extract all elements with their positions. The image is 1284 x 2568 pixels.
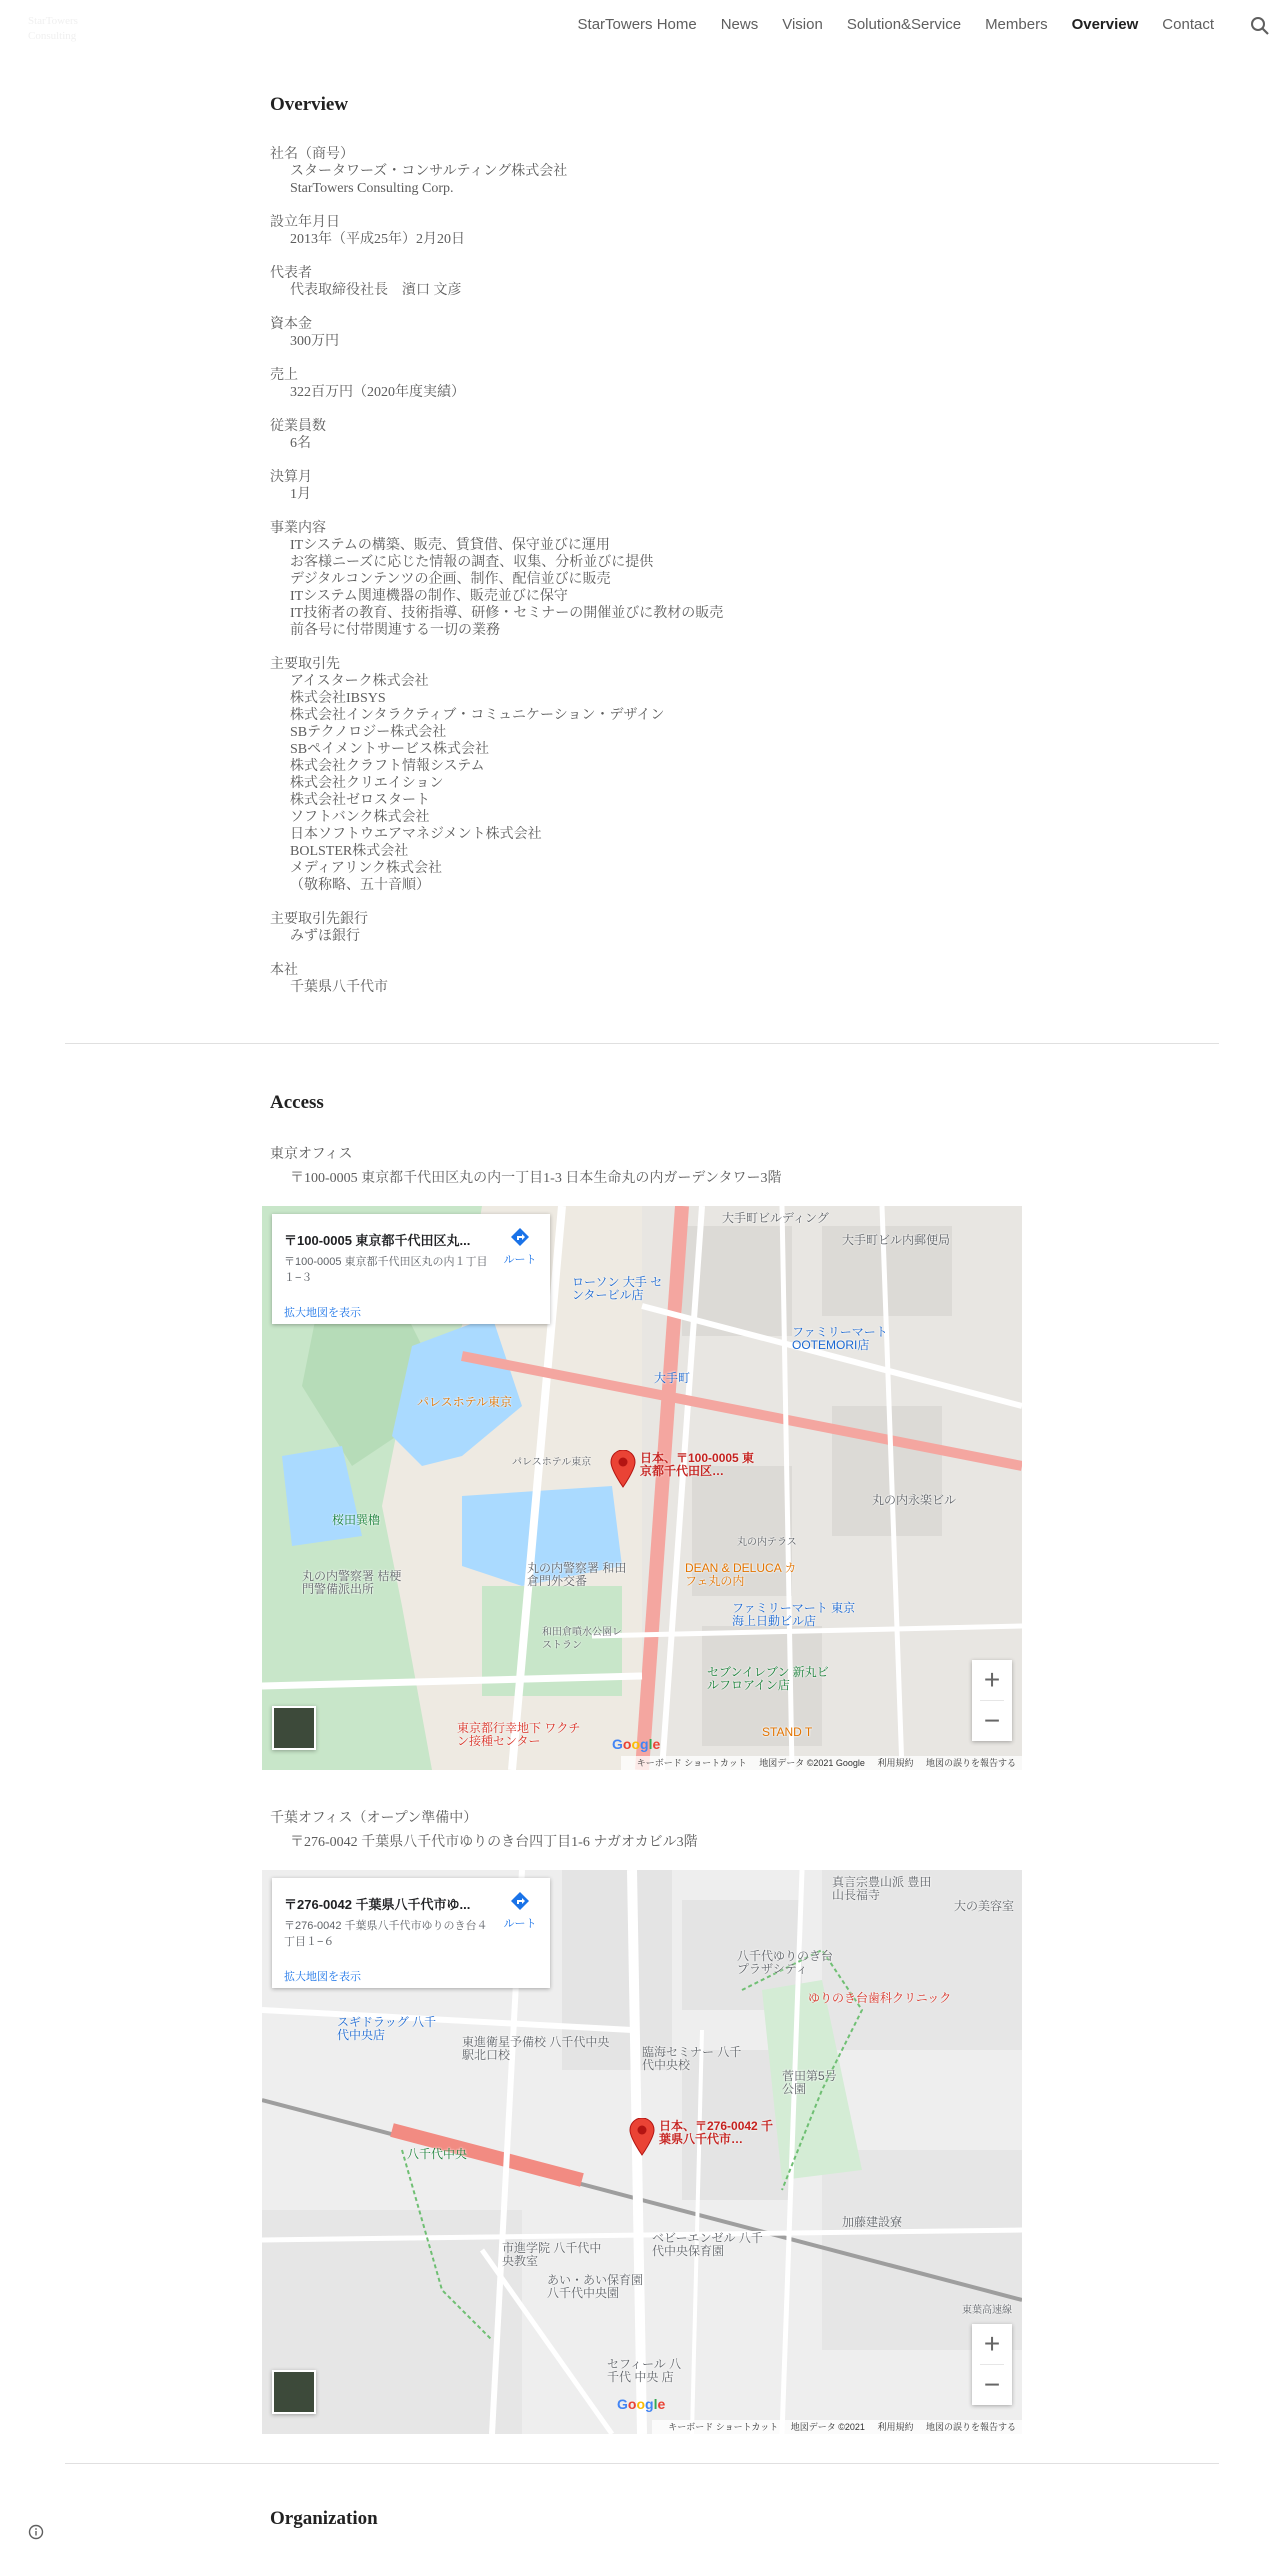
section-divider [65,1043,1219,1044]
map-attribution [621,1756,1022,1770]
overview-item-value: メディアリンク株式会社 [290,861,443,876]
map-label: STAND T [762,1725,813,1739]
overview-item-value: 千葉県八千代市 [290,980,388,995]
map-label: パレスホテル東京 [512,1457,592,1468]
map-label: 大手町ビルディング [722,1211,829,1225]
map-label: 真言宗豊山派 豊田山長福寺 [832,1875,932,1902]
map-label: 東京都行幸地下 ワクチン接種センター [457,1721,581,1748]
overview-item-value: 322百万円（2020年度実績） [290,385,465,400]
map-label: 和田倉噴水公園レストラン [542,1627,622,1651]
map-label: 丸の内テラス [737,1537,797,1548]
map-label: ベビーエンゼル 八千代中央保育園 [652,2231,763,2258]
overview-item [270,911,970,945]
directions-icon [509,1226,531,1248]
overview-item [270,367,970,401]
keyboard-shortcuts-link[interactable]: キーボード ショートカット [668,2422,779,2432]
overview-item [270,469,970,503]
overview-item-value: SBペイメントサービス株式会社 [290,742,489,757]
overview-title: Overview [270,94,349,115]
overview-item [270,962,970,996]
map-label: 桜田巽櫓 [332,1513,381,1527]
pin-label: 日本、〒276-0042 千葉県八千代市… [659,2119,774,2146]
chiba-office-label: 千葉オフィス（オープン準備中） [270,1811,478,1826]
map-card-title: 〒100-0005 東京都千代田区丸... [284,1233,471,1248]
map-label: DEAN & DELUCA カフェ丸の内 [685,1561,797,1588]
access-title: Access [270,1092,324,1113]
google-logo: Google [617,2396,666,2412]
map-label: セブンイレブン 新丸ビルフロアイン店 [707,1665,829,1692]
map-label: ファミリーマート OOTEMORI店 [792,1325,888,1352]
nav-item-vision[interactable]: Vision [782,16,823,33]
overview-item-label: 代表者 [270,266,312,281]
overview-item-value: 2013年（平成25年）2月20日 [290,232,465,247]
overview-item-value: 株式会社クラフト情報システム [290,759,485,774]
overview-item-value: StarTowers Consulting Corp. [290,181,454,196]
map-label: 丸の内警察署 桔梗門警備派出所 [302,1569,402,1596]
chiba-office-address: 〒276-0042 千葉県八千代市ゆりのき台四丁目1-6 ナガオカビル3階 [290,1835,698,1850]
map-label: 大手町ビル内郵便局 [842,1233,951,1247]
overview-item-value: 株式会社IBSYS [290,691,386,706]
pin-label: 日本、〒100-0005 東京都千代田区… [640,1451,755,1478]
map-label: ローソン 大手 センタービル店 [572,1275,663,1302]
zoom-in-button[interactable]: + [983,1664,1001,1695]
overview-list [270,146,970,1013]
zoom-controls [972,1660,1012,1741]
overview-item-value: ソフトバンク株式会社 [290,810,430,825]
map-label: 八千代中央 [407,2147,468,2161]
map-label: ファミリーマート 東京海上日動ビル店 [732,1601,856,1628]
overview-item-value: 6名 [290,436,311,451]
tokyo-office-address: 〒100-0005 東京都千代田区丸の内一丁目1-3 日本生命丸の内ガーデンタワー3階 [290,1171,782,1186]
overview-item [270,316,970,350]
overview-item-label: 決算月 [270,470,312,485]
chiba-map[interactable] [262,1870,1022,2434]
map-card-address: 〒100-0005 東京都千代田区丸の内１丁目１−３ [284,1256,488,1284]
nav-item-contact[interactable]: Contact [1162,16,1214,33]
info-icon[interactable] [28,2524,44,2540]
tokyo-office-label: 東京オフィス [270,1147,353,1162]
map-label: 大手町 [654,1371,691,1385]
map-card-address: 〒276-0042 千葉県八千代市ゆりのき台４丁目１−６ [284,1920,488,1948]
overview-item-value: 日本ソフトウエアマネジメント株式会社 [290,827,542,842]
google-logo: Google [612,1736,661,1752]
overview-item [270,214,970,248]
overview-item-value: 前各号に付帯関連する一切の業務 [290,623,500,638]
overview-item-value: 株式会社クリエイション [290,776,444,791]
overview-item-value: ITシステムの構築、販売、賃貸借、保守並びに運用 [290,538,610,553]
overview-item [270,418,970,452]
nav-item-members[interactable]: Members [985,16,1048,33]
map-label: 東葉高速線 [962,2305,1012,2316]
overview-item-label: 主要取引先銀行 [270,912,368,927]
overview-item-label: 売上 [270,368,298,383]
overview-item-label: 事業内容 [270,521,326,536]
overview-item-label: 本社 [270,963,298,978]
overview-item-label: 設立年月日 [270,215,340,230]
directions-icon [509,1890,531,1912]
location-pin-icon[interactable] [610,1450,636,1488]
overview-item-label: 社名（商号） [270,147,354,162]
overview-item-value: お客様ニーズに応じた情報の調査、収集、分析並びに提供 [290,555,654,570]
keyboard-shortcuts-link[interactable]: キーボード ショートカット [636,1758,747,1768]
site-logo[interactable]: StarTowers Consulting [28,15,78,42]
overview-item-value: 代表取締役社長 濱口 文彦 [290,283,462,298]
report-error-link[interactable]: 地図の誤りを報告する [925,2422,1016,2432]
terms-link[interactable]: 利用規約 [877,2422,914,2432]
route-button[interactable]: ルート [502,1226,538,1267]
map-label: 東進衛星予備校 八千代中央駅北口校 [462,2035,610,2062]
overview-item-value: IT技術者の教育、技術指導、研修・セミナーの開催並びに教材の販売 [290,606,724,621]
nav-item-home[interactable]: StarTowers Home [577,16,697,33]
overview-item [270,656,970,894]
overview-item-label: 従業員数 [270,419,326,434]
overview-item-value: デジタルコンテンツの企画、制作、配信並びに販売 [290,572,611,587]
report-error-link[interactable]: 地図の誤りを報告する [925,1758,1016,1768]
map-label: 八千代ゆりのき台 プラザシティ [737,1949,834,1976]
zoom-out-button[interactable]: − [983,2369,1001,2400]
overview-item-value: みずほ銀行 [290,929,360,944]
overview-item-value: BOLSTER株式会社 [290,844,409,859]
enlarge-map-link[interactable]: 拡大地図を表示 [284,1307,361,1319]
map-data-credit: 地図データ ©2021 Google [759,1758,865,1768]
map-label: 丸の内永楽ビル [872,1493,957,1507]
map-label: 加藤建設寮 [842,2215,903,2229]
map-label: 臨海セミナー 八千代中央校 [642,2045,742,2072]
zoom-in-button[interactable]: + [983,2328,1001,2359]
map-label: 丸の内警察署 和田倉門外交番 [527,1561,627,1588]
nav-item-news[interactable]: News [720,16,759,33]
nav-item-overview[interactable]: Overview [1071,16,1139,33]
location-pin-icon[interactable] [629,2118,655,2156]
overview-item-label: 主要取引先 [270,657,340,672]
map-label: 市進学院 八千代中央教室 [502,2241,602,2268]
map-data-credit: 地図データ ©2021 [790,2422,865,2432]
overview-item-label: 資本金 [270,317,312,332]
overview-item-value: スタータワーズ・コンサルティング株式会社 [290,164,568,179]
nav-item-solution-service[interactable]: Solution&Service [846,16,962,33]
satellite-toggle[interactable] [272,2370,316,2414]
route-button[interactable]: ルート [502,1890,538,1931]
organization-title: Organization [270,2508,378,2529]
overview-item-value: アイスターク株式会社 [290,674,429,689]
map-label: 大の美容室 [954,1899,1015,1913]
overview-item-value: 300万円 [290,334,339,349]
search-icon[interactable] [1248,14,1272,38]
map-label: スギドラッグ 八千代中央店 [337,2015,437,2042]
overview-item-value: （敬称略、五十音順） [290,878,430,893]
enlarge-map-link[interactable]: 拡大地図を表示 [284,1971,361,1983]
zoom-out-button[interactable]: − [983,1705,1001,1736]
tokyo-map-info-card [272,1214,550,1324]
overview-item-value: 株式会社ゼロスタート [290,793,430,808]
map-label: セフィール 八千代 中央 店 [607,2357,682,2384]
main-nav [554,16,1214,33]
overview-item-value: 1月 [290,487,311,502]
overview-item [270,146,970,197]
overview-item-value: 株式会社インタラクティブ・コミュニケーション・デザイン [290,708,665,723]
map-label: ゆりのき台歯科クリニック [808,1991,952,2005]
map-label: あい・あい保育園 八千代中央園 [547,2273,644,2300]
overview-item-value: ITシステム関連機器の制作、販売並びに保守 [290,589,568,604]
tokyo-map[interactable] [262,1206,1022,1770]
map-label: パレスホテル東京 [417,1395,513,1409]
overview-item-value: SBテクノロジー株式会社 [290,725,447,740]
terms-link[interactable]: 利用規約 [877,1758,914,1768]
chiba-map-info-card [272,1878,550,1988]
zoom-controls [972,2324,1012,2405]
map-label: 菅田第5号公園 [782,2069,837,2096]
overview-item [270,520,970,639]
map-card-title: 〒276-0042 千葉県八千代市ゆ... [284,1897,471,1912]
section-divider [65,2463,1219,2464]
satellite-toggle[interactable] [272,1706,316,1750]
top-bar [0,0,1284,56]
map-attribution [652,2420,1022,2434]
overview-item [270,265,970,299]
